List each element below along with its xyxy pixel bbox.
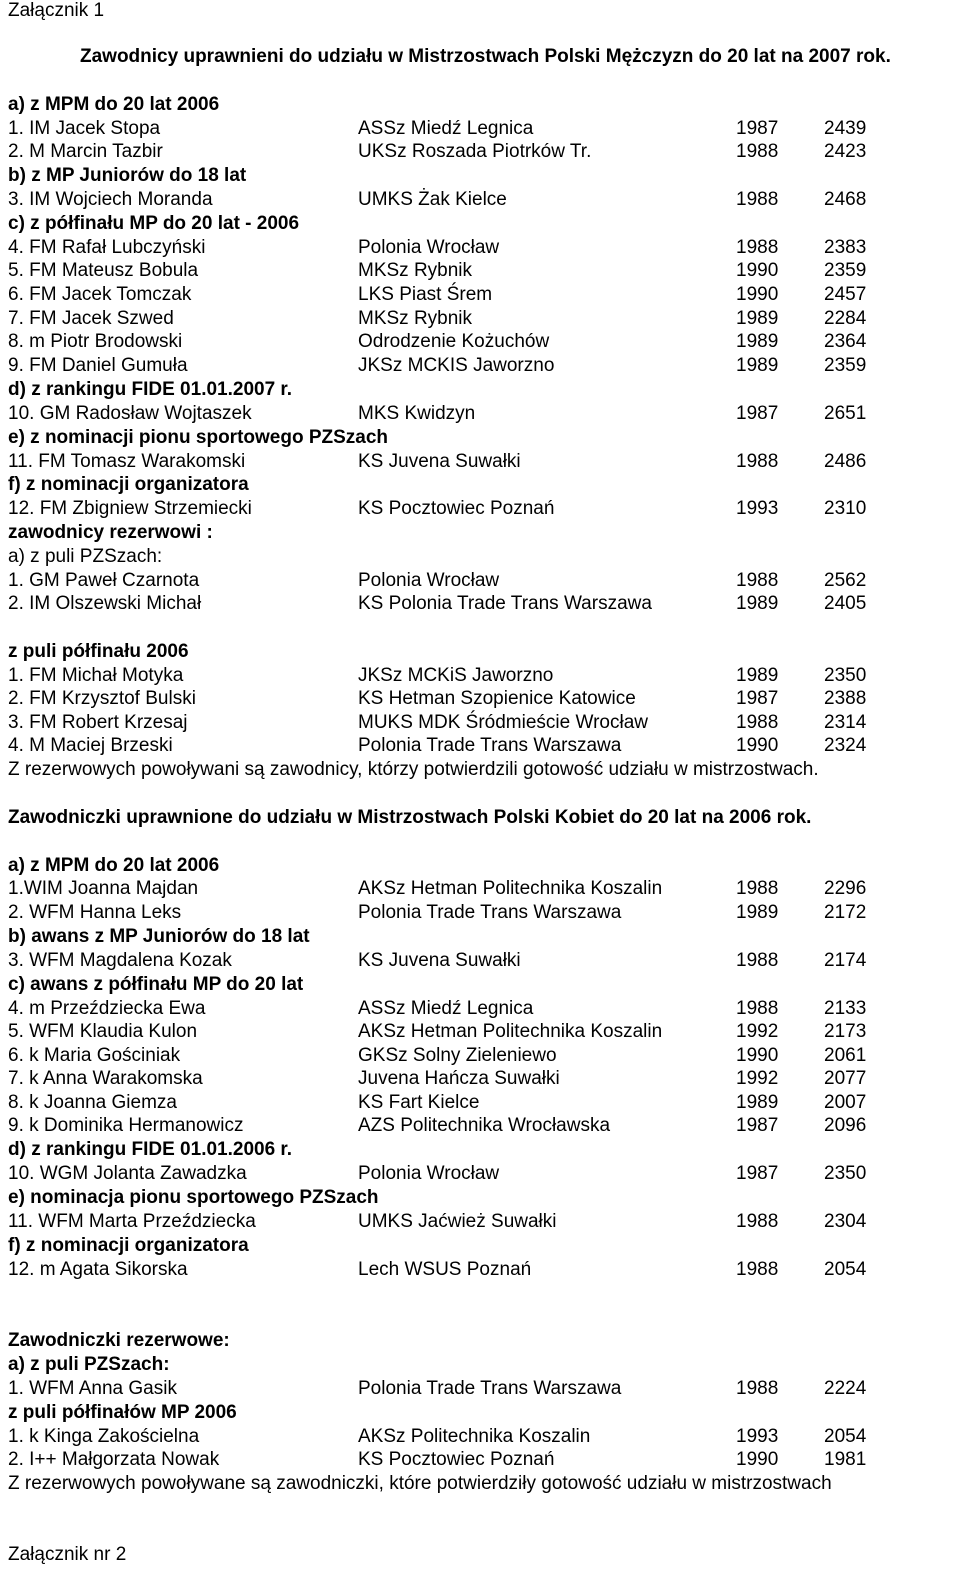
birth-year: 1988 [736,1378,779,1399]
club: Juvena Hańcza Suwałki [358,1068,560,1089]
player-name: 2. FM Krzysztof Bulski [8,688,196,709]
birth-year: 1988 [736,451,779,472]
section-heading: c) awans z półfinału MP do 20 lat [8,974,304,995]
text-line: Z rezerwowych powoływane są zawodniczki, które potwierdziły gotowość udziału w mistrzostwach [8,1473,832,1494]
club: UMKS Jaćwież Suwałki [358,1211,557,1232]
rating: 2061 [824,1045,867,1066]
birth-year: 1992 [736,1021,779,1042]
section-heading: Zawodniczki rezerwowe: [8,1330,230,1351]
birth-year: 1988 [736,141,779,162]
rating: 2296 [824,878,867,899]
rating: 2310 [824,498,867,519]
player-row [8,1425,952,1449]
player-name: 3. FM Robert Krzesaj [8,712,188,733]
player-row [8,497,952,521]
rating: 2172 [824,902,867,923]
club: KS Pocztowiec Poznań [358,498,555,519]
club: AZS Politechnika Wrocławska [358,1115,611,1136]
birth-year: 1990 [736,1449,779,1470]
player-row [8,259,952,283]
birth-year: 1990 [736,1045,779,1066]
player-row [8,877,952,901]
player-row [8,1258,952,1282]
club: GKSz Solny Zieleniewo [358,1045,557,1066]
birth-year: 1988 [736,570,779,591]
section-heading: a) z MPM do 20 lat 2006 [8,94,220,115]
player-row [8,1210,952,1234]
section-heading: d) z rankingu FIDE 01.01.2006 r. [8,1139,293,1160]
rating: 2324 [824,735,867,756]
birth-year: 1990 [736,735,779,756]
player-name: 12. FM Zbigniew Strzemiecki [8,498,252,519]
text-line: Z rezerwowych powoływani są zawodnicy, którzy potwierdzili gotowość udziału w mistrzostwach. [8,759,819,780]
section-heading: b) z MP Juniorów do 18 lat [8,165,247,186]
birth-year: 1987 [736,1115,779,1136]
rating: 2405 [824,593,867,614]
player-name: 10. GM Radosław Wojtaszek [8,403,252,424]
text-line: Załącznik nr 2 [8,1544,127,1565]
club: Polonia Wrocław [358,237,500,258]
club: AKSz Hetman Politechnika Koszalin [358,878,663,899]
birth-year: 1989 [736,355,779,376]
player-row [8,236,952,260]
player-name: 1. IM Jacek Stopa [8,118,161,139]
player-name: 2. I++ Małgorzata Nowak [8,1449,220,1470]
player-name: 2. M Marcin Tazbir [8,141,163,162]
birth-year: 1987 [736,403,779,424]
rating: 2304 [824,1211,867,1232]
section-heading: c) z półfinału MP do 20 lat - 2006 [8,213,300,234]
birth-year: 1990 [736,260,779,281]
rating: 2359 [824,260,867,281]
player-name: 1. GM Paweł Czarnota [8,570,200,591]
club: KS Pocztowiec Poznań [358,1449,555,1470]
player-row [8,1162,952,1186]
section-heading: Zawodniczki uprawnione do udziału w Mistrzostwach Polski Kobiet do 20 lat na 2006 rok. [8,807,812,828]
player-name: 4. FM Rafał Lubczyński [8,237,206,258]
player-row [8,450,952,474]
player-name: 2. IM Olszewski Michał [8,593,202,614]
birth-year: 1989 [736,331,779,352]
club: AKSz Politechnika Koszalin [358,1426,591,1447]
player-name: 11. FM Tomasz Warakomski [8,451,246,472]
club: Polonia Trade Trans Warszawa [358,735,622,756]
rating: 2359 [824,355,867,376]
birth-year: 1988 [736,1211,779,1232]
birth-year: 1993 [736,1426,779,1447]
player-name: 2. WFM Hanna Leks [8,902,182,923]
club: KS Hetman Szopienice Katowice [358,688,636,709]
player-name: 5. WFM Klaudia Kulon [8,1021,198,1042]
player-name: 1. WFM Anna Gasik [8,1378,177,1399]
player-name: 11. WFM Marta Przeździecka [8,1211,256,1232]
section-heading: a) z MPM do 20 lat 2006 [8,855,220,876]
rating: 2054 [824,1426,867,1447]
player-row [8,997,952,1021]
player-row [8,1044,952,1068]
club: ASSz Miedź Legnica [358,998,534,1019]
club: MKSz Rybnik [358,260,473,281]
club: KS Polonia Trade Trans Warszawa [358,593,652,614]
birth-year: 1988 [736,1259,779,1280]
player-name: 4. m Przeździecka Ewa [8,998,206,1019]
birth-year: 1990 [736,284,779,305]
birth-year: 1988 [736,189,779,210]
player-row [8,117,952,141]
birth-year: 1988 [736,950,779,971]
club: LKS Piast Śrem [358,284,493,305]
player-row [8,734,952,758]
rating: 2133 [824,998,867,1019]
club: Lech WSUS Poznań [358,1259,532,1280]
player-row [8,1020,952,1044]
player-name: 5. FM Mateusz Bobula [8,260,199,281]
club: UKSz Roszada Piotrków Tr. [358,141,592,162]
birth-year: 1989 [736,902,779,923]
player-row [8,711,952,735]
player-name: 1. FM Michał Motyka [8,665,184,686]
player-name: 1.WIM Joanna Majdan [8,878,199,899]
player-row [8,569,952,593]
rating: 2383 [824,237,867,258]
player-row [8,664,952,688]
club: ASSz Miedź Legnica [358,118,534,139]
club: Polonia Trade Trans Warszawa [358,902,622,923]
player-name: 1. k Kinga Zakościelna [8,1426,200,1447]
club: JKSz MCKIS Jaworzno [358,355,555,376]
birth-year: 1989 [736,308,779,329]
rating: 2388 [824,688,867,709]
player-row [8,687,952,711]
player-name: 4. M Maciej Brzeski [8,735,173,756]
player-row [8,1448,952,1472]
player-name: 12. m Agata Sikorska [8,1259,188,1280]
rating: 2439 [824,118,867,139]
player-row [8,140,952,164]
rating: 2423 [824,141,867,162]
player-name: 7. k Anna Warakomska [8,1068,203,1089]
rating: 2651 [824,403,867,424]
club: AKSz Hetman Politechnika Koszalin [358,1021,663,1042]
section-heading: d) z rankingu FIDE 01.01.2007 r. [8,379,293,400]
section-heading: e) z nominacji pionu sportowego PZSzach [8,427,389,448]
rating: 2457 [824,284,867,305]
player-name: 8. k Joanna Giemza [8,1092,177,1113]
player-row [8,283,952,307]
player-name: 6. FM Jacek Tomczak [8,284,192,305]
birth-year: 1988 [736,878,779,899]
section-heading: a) z puli PZSzach: [8,1354,170,1375]
section-heading: f) z nominacji organizatora [8,1235,249,1256]
rating: 2314 [824,712,867,733]
rating: 2077 [824,1068,867,1089]
birth-year: 1989 [736,593,779,614]
player-row [8,592,952,616]
rating: 2486 [824,451,867,472]
rating: 2364 [824,331,867,352]
birth-year: 1988 [736,712,779,733]
section-heading: z puli półfinału 2006 [8,641,189,662]
section-heading: f) z nominacji organizatora [8,474,249,495]
text-line: a) z puli PZSzach: [8,546,163,567]
club: UMKS Żak Kielce [358,189,507,210]
club: Polonia Wrocław [358,570,500,591]
player-row [8,330,952,354]
rating: 2173 [824,1021,867,1042]
birth-year: 1987 [736,688,779,709]
club: MKSz Rybnik [358,308,473,329]
rating: 2174 [824,950,867,971]
rating: 2468 [824,189,867,210]
player-name: 3. WFM Magdalena Kozak [8,950,232,971]
section-heading: e) nominacja pionu sportowego PZSzach [8,1187,379,1208]
birth-year: 1989 [736,665,779,686]
club: Odrodzenie Kożuchów [358,331,550,352]
rating: 2224 [824,1378,867,1399]
appendix-header: Załącznik 1 [8,0,105,21]
player-name: 9. k Dominika Hermanowicz [8,1115,244,1136]
player-row [8,1091,952,1115]
club: JKSz MCKiS Jaworzno [358,665,554,686]
player-row [8,307,952,331]
rating: 2350 [824,1163,867,1184]
birth-year: 1989 [736,1092,779,1113]
club: KS Juvena Suwałki [358,950,521,971]
rating: 2007 [824,1092,867,1113]
player-name: 3. IM Wojciech Moranda [8,189,213,210]
player-name: 7. FM Jacek Szwed [8,308,174,329]
player-name: 9. FM Daniel Gumuła [8,355,188,376]
player-row [8,188,952,212]
player-row [8,949,952,973]
birth-year: 1987 [736,118,779,139]
birth-year: 1992 [736,1068,779,1089]
player-row [8,1067,952,1091]
club: KS Juvena Suwałki [358,451,521,472]
rating: 2350 [824,665,867,686]
club: MKS Kwidzyn [358,403,476,424]
birth-year: 1988 [736,237,779,258]
player-row [8,901,952,925]
player-name: 10. WGM Jolanta Zawadzka [8,1163,247,1184]
section-heading: z puli półfinałów MP 2006 [8,1402,237,1423]
birth-year: 1988 [736,998,779,1019]
player-row [8,1377,952,1401]
rating: 2562 [824,570,867,591]
section-heading: zawodnicy rezerwowi : [8,522,213,543]
club: KS Fart Kielce [358,1092,480,1113]
rating: 1981 [824,1449,867,1470]
birth-year: 1993 [736,498,779,519]
rating: 2284 [824,308,867,329]
rating: 2054 [824,1259,867,1280]
player-row [8,354,952,378]
club: Polonia Wrocław [358,1163,500,1184]
club: MUKS MDK Śródmieście Wrocław [358,712,648,733]
player-row [8,402,952,426]
player-row [8,1114,952,1138]
rating: 2096 [824,1115,867,1136]
club: Polonia Trade Trans Warszawa [358,1378,622,1399]
section-heading: b) awans z MP Juniorów do 18 lat [8,926,310,947]
player-name: 8. m Piotr Brodowski [8,331,183,352]
men-section-title: Zawodnicy uprawnieni do udziału w Mistrzostwach Polski Mężczyzn do 20 lat na 2007 rok. [80,46,891,67]
birth-year: 1987 [736,1163,779,1184]
player-name: 6. k Maria Gościniak [8,1045,181,1066]
